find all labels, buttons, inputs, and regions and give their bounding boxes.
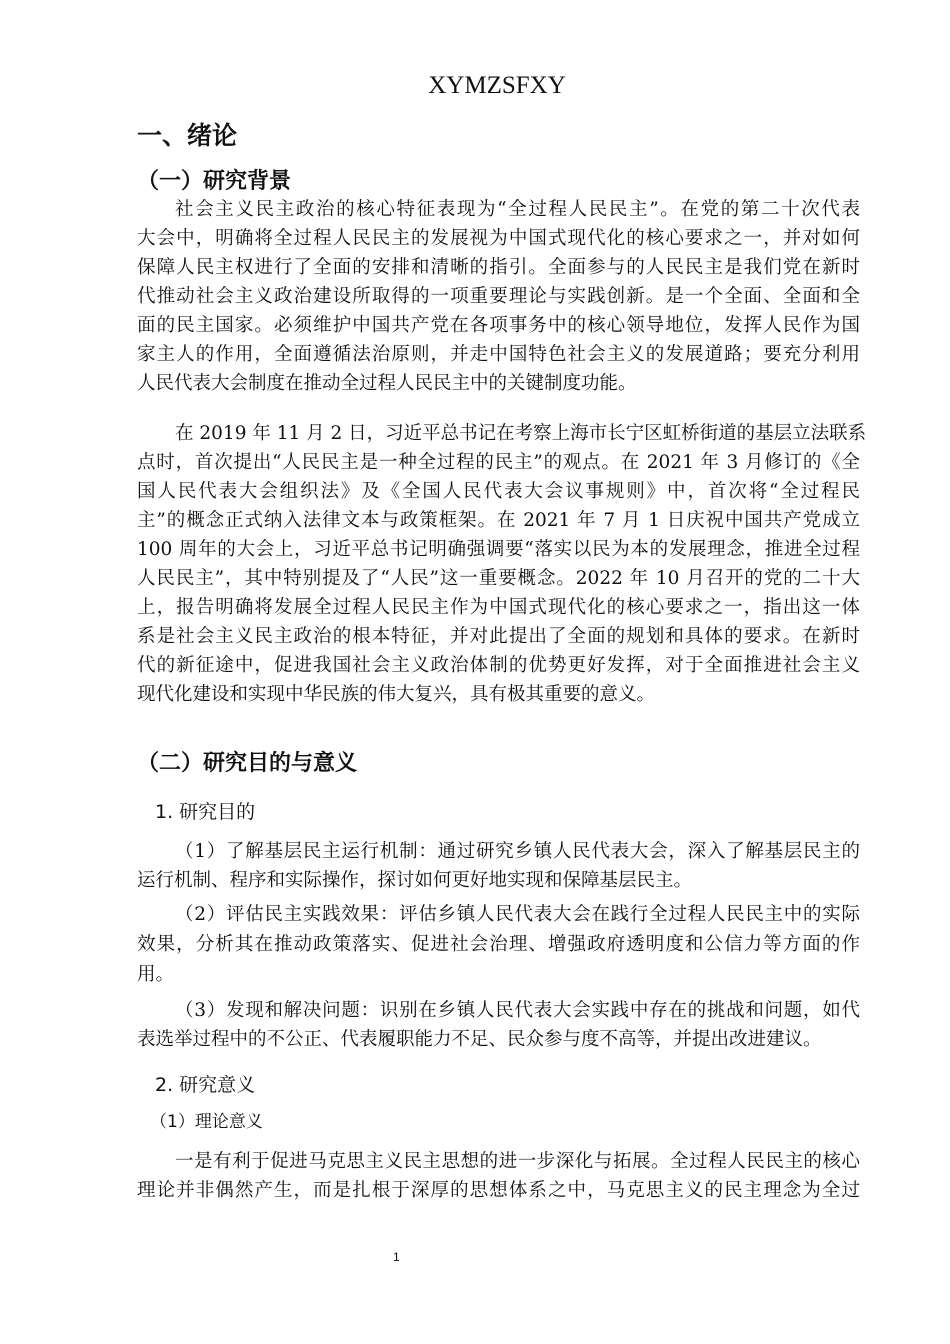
text-line: 100 周年的大会上，习近平总书记明确强调要“落实以民为本的发展理念，推进全过程	[137, 539, 860, 560]
text-line: 家主人的作用，全面遵循法治原则，并走中国特色社会主义的发展道路；要充分利用	[137, 344, 860, 365]
text-line: 理论并非偶然产生，而是扎根于深厚的思想体系之中，马克思主义的民主理念为全过	[137, 1180, 860, 1201]
text-line: 表选举过程中的不公正、代表履职能力不足、民众参与度不高等，并提出改进建议。	[137, 1029, 822, 1050]
heading-research-significance: 2. 研究意义	[155, 1074, 256, 1096]
section-heading-introduction: 一、绪论	[137, 121, 238, 150]
text-line: 点时，首次提出“人民民主是一种全过程的民主”的观点。在 2021 年 3 月修订的《全	[137, 452, 860, 473]
text-line: 面的民主国家。必须维护中国共产党在各项事务中的核心领导地位，发挥人民作为国	[137, 315, 860, 336]
subsection-heading-background: （一）研究背景	[137, 169, 292, 194]
text-line: 国人民代表大会组织法》及《全国人民代表大会议事规则》中，首次将“全过程民	[137, 481, 860, 502]
text-line: 保障人民主权进行了全面的安排和清晰的指引。全面参与的人民民主是我们党在新时	[137, 257, 860, 278]
text-line: 人民民主”，其中特别提及了“人民”这一重要概念。2022 年 10 月召开的党的二十大	[137, 568, 860, 589]
text-line: 上，报告明确将发展全过程人民民主作为中国式现代化的核心要求之一，指出这一体	[137, 597, 860, 618]
text-line: 运行机制、程序和实际操作，探讨如何更好地实现和保障基层民主。	[137, 870, 693, 891]
subsection-heading-purpose-significance: （二）研究目的与意义	[137, 751, 358, 776]
text-line: 人民代表大会制度在推动全过程人民民主中的关键制度功能。	[137, 373, 637, 394]
text-line: 社会主义民主政治的核心特征表现为“全过程人民民主”。在党的第二十次代表	[175, 199, 860, 220]
heading-research-purpose: 1. 研究目的	[155, 801, 256, 823]
text-line: 系是社会主义民主政治的根本特征，并对此提出了全面的规划和具体的要求。在新时	[137, 626, 860, 647]
document-header-title: XYMZSFXY	[428, 72, 566, 99]
text-line: 一是有利于促进马克思主义民主思想的进一步深化与拓展。全过程人民民主的核心	[175, 1151, 860, 1172]
text-line: 效果，分析其在推动政策落实、促进社会治理、增强政府透明度和公信力等方面的作	[137, 934, 860, 955]
text-line: 用。	[137, 964, 175, 985]
text-line: （3）发现和解决问题：识别在乡镇人民代表大会实践中存在的挑战和问题，如代	[175, 1000, 860, 1021]
text-line: 代推动社会主义政治建设所取得的一项重要理论与实践创新。是一个全面、全面和全	[137, 286, 860, 307]
text-line: （1）了解基层民主运行机制：通过研究乡镇人民代表大会，深入了解基层民主的	[175, 841, 860, 862]
text-line: 代的新征途中，促进我国社会主义政治体制的优势更好发挥，对于全面推进社会主义	[137, 655, 860, 676]
page-number: 1	[393, 1250, 400, 1264]
text-line: 在 2019 年 11 月 2 日，习近平总书记在考察上海市长宁区虹桥街道的基层立法联系	[175, 423, 867, 444]
text-line: （2）评估民主实践效果：评估乡镇人民代表大会在践行全过程人民民主中的实际	[175, 904, 860, 925]
text-line: 大会中，明确将全过程人民民主的发展视为中国式现代化的核心要求之一，并对如何	[137, 228, 860, 249]
text-line: 现代化建设和实现中华民族的伟大复兴，具有极其重要的意义。	[137, 684, 656, 705]
heading-theoretical-significance: （1）理论意义	[150, 1112, 263, 1132]
text-line: 主”的概念正式纳入法律文本与政策框架。在 2021 年 7 月 1 日庆祝中国共产党成立	[137, 510, 860, 531]
